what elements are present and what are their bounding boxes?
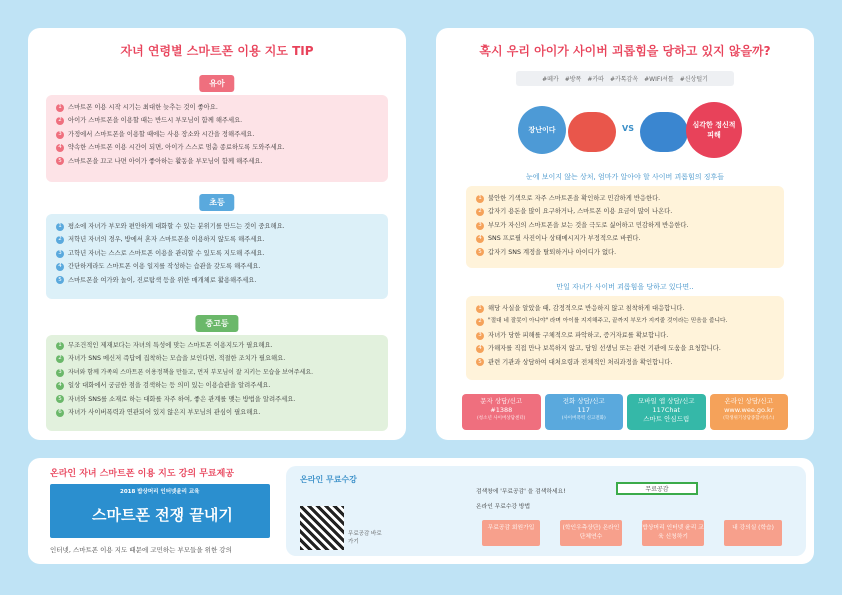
action-title: 만일 자녀가 사이버 괴롭힘을 당하고 있다면.. (556, 283, 694, 291)
age-tips-card (28, 28, 406, 440)
course-caption: 인터넷, 스마트폰 이용 지도 때문에 고민하는 부모들을 위한 강의 (50, 546, 232, 554)
list-item: 5 갑자기 SNS 계정을 탈퇴하거나 아이디가 없다. (476, 246, 774, 259)
flow-step: 밥상머리 인터넷 윤리 교육 신청하기 (642, 520, 704, 546)
list-item: 1 평소에 자녀가 부모와 편안하게 대화할 수 있는 분위기를 만드는 것이 중요해요. (56, 220, 378, 233)
hashtag: #신상털기 (679, 76, 708, 83)
blue-glove-icon (640, 112, 688, 152)
list-item: 4 약속한 스마트폰 이용 시간이 되면, 아이가 스스로 멈춤 종료하도록 도와주세요. (56, 141, 378, 154)
banner-subtitle: 2018 밥상머리 인터넷윤리 교육 (120, 489, 200, 495)
joke-circle: 장난이다 (518, 106, 566, 154)
infant-tips (46, 95, 388, 182)
middle-high-tips (46, 335, 388, 431)
list-item: 1 스마트폰 이용 시작 시기는 최대한 늦추는 것이 좋아요. (56, 101, 378, 114)
list-item: 2 자녀가 SNS 메신저 즉답에 집착하는 모습을 보인다면, 적절한 조치가 필요해요. (56, 352, 378, 365)
flow-step: (학인우측상단) 온라인 단체연수 (560, 520, 622, 546)
list-item: 3 자녀가 당한 피해를 구체적으로 파악하고, 증거자료를 확보합니다. (476, 329, 774, 342)
hashtag: #카톡감옥 (609, 76, 639, 83)
infant-label: 유아 (199, 75, 234, 92)
list-item: 4 간단하게라도 스마트폰 이용 일지를 작성하는 습관을 갖도록 해주세요. (56, 260, 378, 273)
list-item: 2 아이가 스마트폰을 이용할 때는 반드시 부모님이 함께 해주세요. (56, 114, 378, 127)
qr-label: 무료공감 바로가기 (348, 531, 382, 545)
hashtag: #떼카 (542, 76, 559, 83)
cyberbullying-title: 혹시 우리 아이가 사이버 괴롭힘을 당하고 있지 않을까? (479, 44, 771, 58)
list-item: 4 일상 대화에서 궁금한 점을 검색하는 등 의미 있는 이용습관을 알려주세요. (56, 379, 378, 392)
banner-title: 스마트폰 전쟁 끝내기 (92, 506, 233, 524)
middle-high-label: 중고등 (195, 315, 238, 332)
course-title: 온라인 자녀 스마트폰 이용 지도 강의 무료제공 (50, 469, 234, 479)
search-instruction: 검색창에 '무료공감' 을 검색하세요! (476, 489, 566, 495)
list-item: 3 고학년 자녀는 스스로 스마트폰 이용을 관리할 수 있도록 지도해 주세요. (56, 247, 378, 260)
online-course-card (28, 458, 814, 564)
list-item: 4 SNS 프로필 사진이나 상태메시지가 부정적으로 바뀐다. (476, 232, 774, 245)
list-item: 1 무조건적인 제재보다는 자녀의 특성에 맞는 스마트폰 이용지도가 필요해요. (56, 339, 378, 352)
harm-circle: 심각한 정신적 피해 (686, 102, 742, 158)
elementary-label: 초등 (199, 194, 234, 211)
vs-label: VS (622, 124, 634, 133)
method-label: 온라인 무료수강 방법 (476, 504, 531, 510)
list-item: 5 스마트폰을 끄고 나면 아이가 좋아하는 활동을 부모님이 함께 해주세요. (56, 155, 378, 168)
list-item: 6 자녀가 사이버폭력과 연관되어 있지 않은지 부모님의 관심이 필요해요. (56, 406, 378, 419)
hashtag: #카따 (587, 76, 604, 83)
list-item: 3 가정에서 스마트폰을 이용할 때에는 사용 장소와 시간을 정해주세요. (56, 128, 378, 141)
hashtag: #방폭 (564, 76, 582, 83)
action-list (466, 296, 784, 380)
list-item: 1 불안한 기색으로 자주 스마트폰을 확인하고 민감하게 반응한다. (476, 192, 774, 205)
list-item: 5 자녀와 SNS를 소재로 하는 대화를 자주 하여, 좋은 관계를 맺는 방법을 알려주세요. (56, 393, 378, 406)
signs-title: 눈에 보이지 않는 상처, 엄마가 알아야 할 사이버 괴롭힘의 징후들 (525, 173, 725, 181)
elementary-tips (46, 214, 388, 299)
list-item: 5 관련 기관과 상담하여 대처요령과 전체적인 처리과정을 확인합니다. (476, 356, 774, 369)
age-tips-title: 자녀 연령별 스마트폰 이용 지도 TIP (120, 44, 314, 58)
course-label: 온라인 무료수강 (300, 475, 357, 484)
qr-code-icon[interactable] (300, 506, 344, 550)
course-banner (50, 484, 270, 538)
hashtag-bar (516, 71, 734, 86)
list-item: 4 가해자를 직접 만나 보복하지 않고, 담임 선생님 또는 관련 기관에 도움을 요청합니다. (476, 342, 774, 355)
course-steps-panel (286, 466, 806, 556)
cyberbullying-card (436, 28, 814, 440)
list-item: 2 저학년 자녀의 경우, 방에서 혼자 스마트폰을 이용하지 않도록 해주세요. (56, 233, 378, 246)
list-item: 3 부모가 자신의 스마트폰을 보는 것을 극도로 싫어하고 민감하게 반응한다. (476, 219, 774, 232)
flow-step: 내 강의실 (학습) (724, 520, 782, 546)
signs-list (466, 186, 784, 268)
list-item: 3 자녀와 함께 가족의 스마트폰 이용정책을 만들고, 먼저 부모님이 잘 지키는 모습을 보여주세요. (56, 366, 378, 379)
sms-report-box: 문자 상담/신고 #1388 (청소년 사이버상담센터) (462, 394, 541, 430)
phone-report-box: 전화 상담/신고 117 (사이버폭력 신고전화) (545, 394, 624, 430)
online-report-box: 온라인 상담/신고 www.wee.go.kr (학생위기상담종합서비스) (710, 394, 789, 430)
flow-step: 무료공감 회원가입 (482, 520, 540, 546)
help-contacts (462, 394, 788, 430)
search-box[interactable]: 무료공감 (616, 482, 698, 495)
list-item: 5 스마트폰을 여가와 놀이, 진로탐색 등을 위한 매개체로 활용해주세요. (56, 274, 378, 287)
app-report-box: 모바일 앱 상담/신고 117Chat 스마트 안심드림 (627, 394, 706, 430)
red-glove-icon (568, 112, 616, 152)
list-item: 1 해당 사실을 알았을 때, 감정적으로 반응하지 않고 침착하게 대응합니다. (476, 302, 774, 315)
list-item: 2 "절대 네 잘못이 아니야" 라며 아이를 지지해주고, 끝까지 부모가 지켜줄 것이라는 믿음을 줍니다. (476, 315, 774, 328)
flow-steps (482, 520, 782, 546)
hashtag: #WIFI셔틀 (644, 76, 674, 83)
list-item: 2 갑자기 용돈을 많이 요구하거나, 스마트폰 이용 요금이 많이 나온다. (476, 205, 774, 218)
